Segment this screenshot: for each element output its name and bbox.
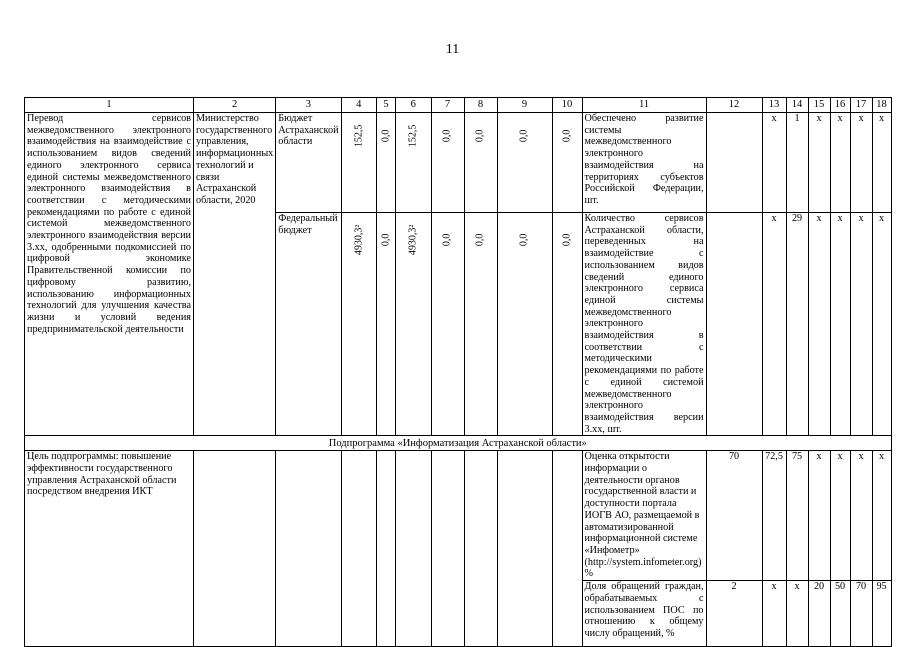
indicator-name: Количество сервисов Астраханской области, переведенных на взаимодействие с использованием видов сведений единого электронного сервиса единой системы межведомственного электронного взаимодействия в соответствии с методическими рекомендациями по работе с единой системой межведомственного электронного взаимодействия версии 3.хх, шт. [582, 213, 706, 436]
indicator-name: Обеспечено развитие системы межведомственного электронного взаимодействия на территориях субъектов Российской Федерации, шт. [582, 113, 706, 213]
indicator-value: x [808, 451, 830, 581]
indicator-value: x [850, 213, 872, 436]
indicator-value: x [850, 451, 872, 581]
indicator-value [706, 113, 762, 213]
col-header: 14 [786, 98, 808, 113]
indicator-value: 50 [830, 581, 850, 647]
indicator-value: 95 [872, 581, 891, 647]
value-cell: 0,0 [380, 129, 392, 143]
indicator-value: x [808, 213, 830, 436]
empty-cell [341, 451, 377, 647]
indicator-value: 70 [706, 451, 762, 581]
program-table [24, 97, 892, 647]
col-header: 3 [276, 98, 341, 113]
col-header: 12 [706, 98, 762, 113]
indicator-value: x [872, 451, 891, 581]
indicator-value: x [762, 213, 786, 436]
table-row [25, 113, 892, 213]
col-header: 8 [464, 98, 497, 113]
indicator-value: x [830, 451, 850, 581]
empty-cell [194, 451, 276, 647]
empty-cell [552, 451, 582, 647]
value-cell: 152,5 [407, 124, 419, 148]
indicator-value: 75 [786, 451, 808, 581]
table-row [25, 451, 892, 581]
empty-cell [396, 451, 432, 647]
indicator-value: 72,5 [762, 451, 786, 581]
col-header: 13 [762, 98, 786, 113]
empty-cell [377, 451, 396, 647]
value-cell: 0,0 [474, 129, 486, 143]
value-total: 152,5 [352, 124, 364, 148]
col-header: 9 [497, 98, 552, 113]
empty-cell [431, 451, 464, 647]
indicator-value: x [872, 113, 891, 213]
col-header: 16 [830, 98, 850, 113]
value-cell: 0,0 [518, 233, 530, 247]
col-header: 17 [850, 98, 872, 113]
value-total: 4930,3² [352, 224, 364, 256]
page-number: 11 [445, 42, 460, 57]
measure-description: Перевод сервисов межведомственного электронного взаимодействия на взаимодействие с использованием видов сведений единого электронного сервиса единой системы межведомственного электронного взаимодействия в соответствии с методическими рекомендациями по работе с единой системой межведомственного электронного взаимодействия версии 3.хх, одобренными подкомиссией по цифровой экономике Правительственной комиссии по цифровому развитию, использованию информационных технологий для улучшения качества жизни и условий ведения предпринимательской деятельности [25, 113, 194, 436]
col-header: 11 [582, 98, 706, 113]
col-header: 2 [194, 98, 276, 113]
indicator-value [706, 213, 762, 436]
value-cell: 0,0 [561, 233, 573, 247]
indicator-value: x [786, 581, 808, 647]
indicator-value: x [830, 213, 850, 436]
indicator-value: 2 [706, 581, 762, 647]
indicator-value: x [762, 581, 786, 647]
col-header: 18 [872, 98, 891, 113]
funding-source: Бюджет Астраханской области [276, 113, 341, 213]
col-header: 15 [808, 98, 830, 113]
responsible-executor: Министерство государственного управления, информационных технологий и связи Астраханской области, 2020 [194, 113, 276, 436]
value-cell: 0,0 [561, 129, 573, 143]
subprogram-goal: Цель подпрограммы: повышение эффективности государственного управления Астраханской области посредством внедрения ИКТ [25, 451, 194, 647]
indicator-value: x [762, 113, 786, 213]
section-row [25, 436, 892, 451]
empty-cell [276, 451, 341, 647]
indicator-value: 1 [786, 113, 808, 213]
indicator-value: x [872, 213, 891, 436]
empty-cell [497, 451, 552, 647]
value-cell: 0,0 [380, 233, 392, 247]
funding-source: Федеральный бюджет [276, 213, 341, 436]
indicator-value: x [850, 113, 872, 213]
indicator-value: 29 [786, 213, 808, 436]
indicator-name: Доля обращений граждан, обрабатываемых с использованием ПОС по отношению к общему числу обращений, % [582, 581, 706, 647]
value-cell: 0,0 [441, 129, 453, 143]
col-header: 6 [396, 98, 432, 113]
col-header: 7 [431, 98, 464, 113]
col-header: 5 [377, 98, 396, 113]
indicator-value: 20 [808, 581, 830, 647]
value-cell: 0,0 [441, 233, 453, 247]
value-cell: 4930,3² [407, 224, 419, 256]
column-number-row [25, 98, 892, 113]
empty-cell [464, 451, 497, 647]
value-cell: 0,0 [518, 129, 530, 143]
col-header: 4 [341, 98, 377, 113]
col-header: 1 [25, 98, 194, 113]
section-title: Подпрограмма «Информатизация Астраханской области» [25, 436, 892, 451]
col-header: 10 [552, 98, 582, 113]
indicator-value: x [830, 113, 850, 213]
value-cell: 0,0 [474, 233, 486, 247]
indicator-name: Оценка открытости информации о деятельности органов государственной власти и доступности портала ИОГВ АО, размещаемой в автоматизированной информационной системе «Инфометр» (http://system.infometer.org) % [582, 451, 706, 581]
indicator-value: 70 [850, 581, 872, 647]
indicator-value: x [808, 113, 830, 213]
